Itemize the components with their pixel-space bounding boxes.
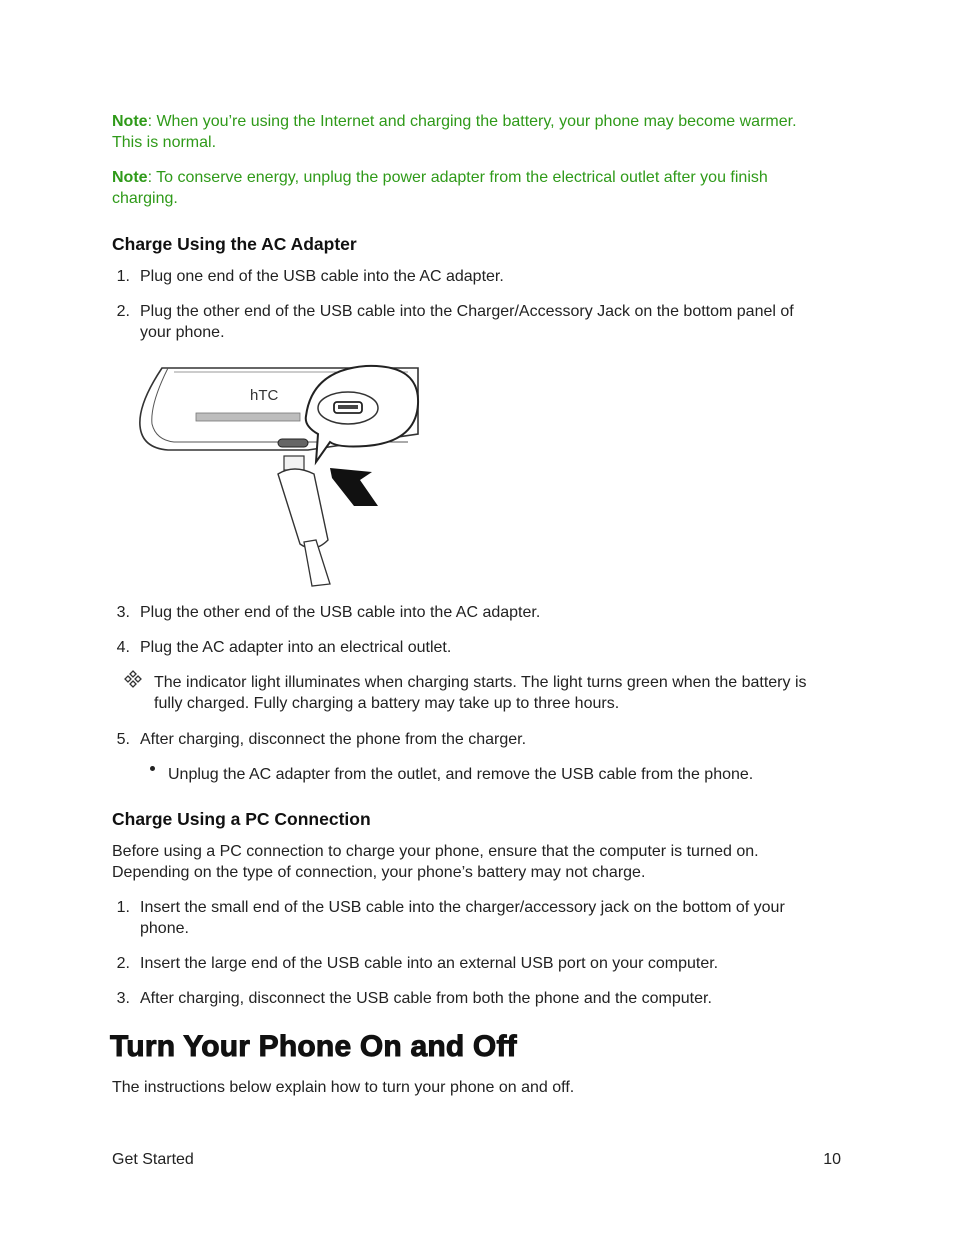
- step-number: 4.: [116, 639, 130, 656]
- step-number: 2.: [116, 303, 130, 320]
- step-number: 2.: [116, 955, 130, 972]
- tip-diamond-icon: [124, 670, 142, 688]
- insert-arrow-icon: [330, 468, 378, 506]
- step-text: After charging, disconnect the USB cable from both the phone and the computer.: [140, 990, 712, 1007]
- note-text: : To conserve energy, unplug the power adapter from the electrical outlet after you finish: [147, 169, 768, 186]
- step-text: After charging, disconnect the phone from the charger.: [140, 731, 527, 748]
- note-label: Note: [112, 113, 148, 130]
- heading-charge-pc: Charge Using a PC Connection: [112, 809, 371, 829]
- tip-text-line-2: fully charged. Fully charging a battery may take up to three hours.: [154, 695, 620, 712]
- usb-cable: [304, 540, 330, 586]
- step-text: Insert the large end of the USB cable into an external USB port on your computer.: [140, 955, 719, 972]
- speaker-grille: [196, 413, 300, 421]
- note-2-line-2: charging.: [112, 190, 178, 207]
- step-number: 1.: [116, 268, 130, 285]
- step-number: 3.: [116, 990, 130, 1007]
- step-number: 5.: [116, 731, 130, 748]
- step-text: Plug the other end of the USB cable into the AC adapter.: [140, 604, 541, 621]
- heading-charge-ac: Charge Using the AC Adapter: [112, 234, 357, 254]
- pc-intro-line-2: Depending on the type of connection, your phone’s battery may not charge.: [112, 864, 646, 881]
- footer-section-name: Get Started: [112, 1151, 194, 1168]
- note-2-line-1: [112, 167, 768, 188]
- note-1-line-2: This is normal.: [112, 134, 217, 151]
- note-text: : When you’re using the Internet and charging the battery, your phone may become warmer.: [147, 113, 797, 130]
- brand-logo: hTC: [250, 387, 279, 404]
- pc-intro-line-1: Before using a PC connection to charge your phone, ensure that the computer is turned on.: [112, 843, 759, 860]
- tip-text-line-1: The indicator light illuminates when charging starts. The light turns green when the battery is: [154, 674, 807, 691]
- step-text: Plug the AC adapter into an electrical outlet.: [140, 639, 452, 656]
- step-number: 1.: [116, 899, 130, 916]
- usb-plug: [278, 469, 328, 548]
- phone-port: [278, 439, 308, 447]
- step-number: 3.: [116, 604, 130, 621]
- usb-charging-illustration: [138, 364, 422, 588]
- step-text: Plug the other end of the USB cable into the Charger/Accessory Jack on the bottom panel of: [140, 303, 794, 320]
- heading-turn-on-off: Turn Your Phone On and Off: [110, 1030, 517, 1063]
- bullet-text: Unplug the AC adapter from the outlet, and remove the USB cable from the phone.: [168, 766, 754, 783]
- note-label: Note: [112, 169, 148, 186]
- step-text-cont: your phone.: [140, 324, 225, 341]
- note-1-line-1: [112, 111, 797, 132]
- step-text: Plug one end of the USB cable into the AC adapter.: [140, 268, 504, 285]
- step-text-cont: phone.: [140, 920, 189, 937]
- turn-on-off-intro: The instructions below explain how to turn your phone on and off.: [112, 1079, 575, 1096]
- step-text: Insert the small end of the USB cable into the charger/accessory jack on the bottom of your: [140, 899, 785, 916]
- bullet-dot: [150, 766, 155, 771]
- footer-page-number: 10: [823, 1151, 841, 1168]
